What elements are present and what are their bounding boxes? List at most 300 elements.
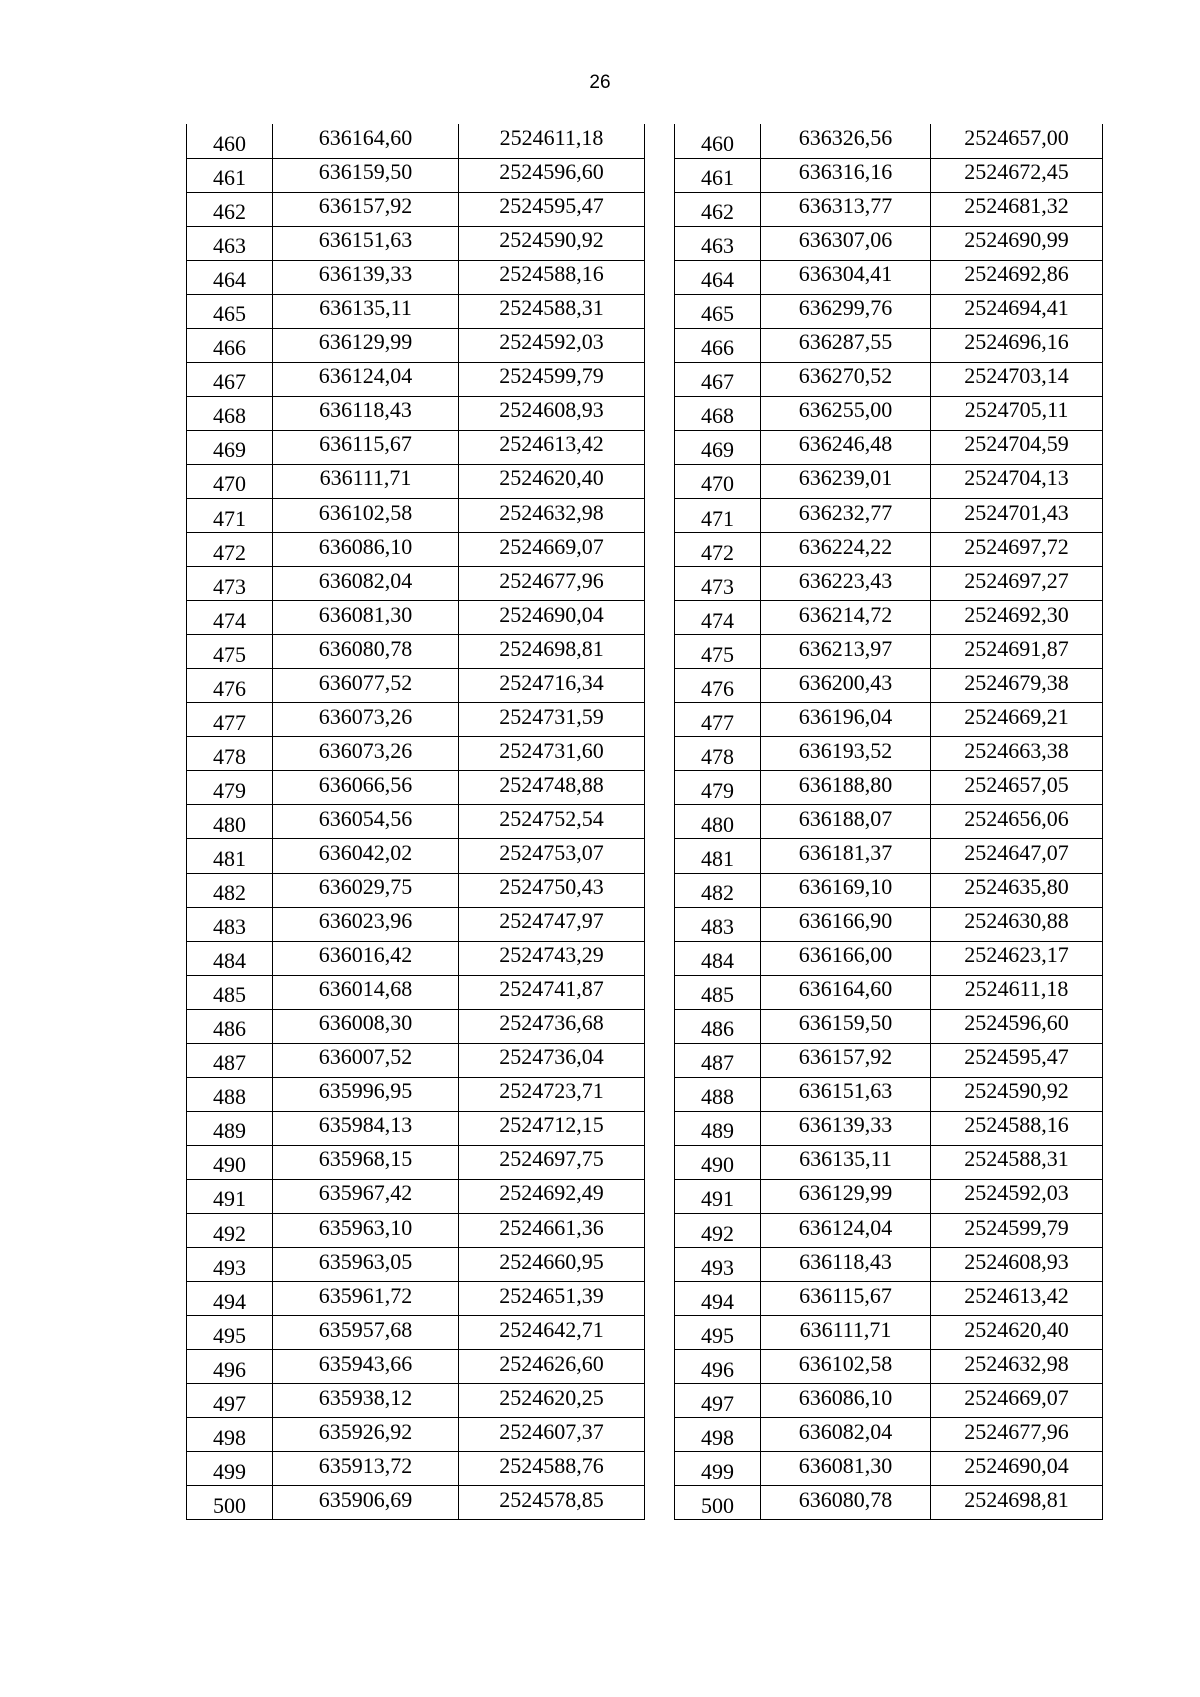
x-coordinate-cell: 636193,52: [761, 737, 931, 771]
y-coordinate-cell: 2524696,16: [931, 328, 1103, 362]
table-row: [187, 533, 645, 567]
table-row: [675, 430, 1103, 464]
x-coordinate-cell: 636166,90: [761, 907, 931, 941]
point-number-cell: 492: [187, 1214, 273, 1248]
x-coordinate-cell: 636313,77: [761, 192, 931, 226]
table-row: [675, 124, 1103, 158]
point-number-cell: 481: [187, 839, 273, 873]
point-number-cell: 463: [187, 226, 273, 260]
y-coordinate-cell: 2524620,25: [459, 1384, 645, 1418]
y-coordinate-cell: 2524703,14: [931, 362, 1103, 396]
table-row: [187, 1418, 645, 1452]
table-row: [675, 975, 1103, 1009]
table-row: [187, 1350, 645, 1384]
table-row: [187, 226, 645, 260]
table-row: [187, 601, 645, 635]
y-coordinate-cell: 2524752,54: [459, 805, 645, 839]
y-coordinate-cell: 2524657,05: [931, 771, 1103, 805]
x-coordinate-cell: 635913,72: [273, 1452, 459, 1486]
point-number-cell: 490: [187, 1145, 273, 1179]
table-row: [675, 1009, 1103, 1043]
x-coordinate-cell: 636246,48: [761, 430, 931, 464]
y-coordinate-cell: 2524690,04: [459, 601, 645, 635]
table-row: [675, 805, 1103, 839]
point-number-cell: 500: [675, 1486, 761, 1520]
x-coordinate-cell: 636151,63: [273, 226, 459, 260]
point-number-cell: 474: [187, 601, 273, 635]
table-row: [675, 1452, 1103, 1486]
point-number-cell: 462: [187, 192, 273, 226]
table-row: [675, 1350, 1103, 1384]
table-row: [187, 839, 645, 873]
table-row: [187, 192, 645, 226]
point-number-cell: 465: [675, 294, 761, 328]
y-coordinate-cell: 2524595,47: [459, 192, 645, 226]
point-number-cell: 472: [187, 533, 273, 567]
y-coordinate-cell: 2524705,11: [931, 396, 1103, 430]
table-row: [675, 941, 1103, 975]
point-number-cell: 486: [187, 1009, 273, 1043]
table-row: [187, 158, 645, 192]
x-coordinate-cell: 636115,67: [761, 1282, 931, 1316]
y-coordinate-cell: 2524672,45: [931, 158, 1103, 192]
y-coordinate-cell: 2524626,60: [459, 1350, 645, 1384]
table-row: [675, 1384, 1103, 1418]
table-row: [187, 328, 645, 362]
point-number-cell: 465: [187, 294, 273, 328]
x-coordinate-cell: 636224,22: [761, 533, 931, 567]
table-row: [675, 839, 1103, 873]
point-number-cell: 462: [675, 192, 761, 226]
table-row: [675, 1486, 1103, 1520]
y-coordinate-cell: 2524596,60: [931, 1009, 1103, 1043]
point-number-cell: 482: [675, 873, 761, 907]
point-number-cell: 479: [187, 771, 273, 805]
point-number-cell: 473: [187, 567, 273, 601]
x-coordinate-cell: 636232,77: [761, 499, 931, 533]
point-number-cell: 483: [187, 907, 273, 941]
table-row: [187, 737, 645, 771]
point-number-cell: 498: [187, 1418, 273, 1452]
point-number-cell: 489: [675, 1111, 761, 1145]
x-coordinate-cell: 636139,33: [761, 1111, 931, 1145]
table-row: [187, 635, 645, 669]
x-coordinate-cell: 636102,58: [761, 1350, 931, 1384]
x-coordinate-cell: 635968,15: [273, 1145, 459, 1179]
y-coordinate-cell: 2524690,99: [931, 226, 1103, 260]
point-number-cell: 491: [675, 1179, 761, 1213]
point-number-cell: 468: [187, 396, 273, 430]
y-coordinate-cell: 2524692,49: [459, 1179, 645, 1213]
coordinates-table-right: [674, 124, 1103, 1520]
x-coordinate-cell: 636080,78: [761, 1486, 931, 1520]
table-row: [675, 601, 1103, 635]
x-coordinate-cell: 636169,10: [761, 873, 931, 907]
y-coordinate-cell: 2524656,06: [931, 805, 1103, 839]
x-coordinate-cell: 636118,43: [273, 396, 459, 430]
y-coordinate-cell: 2524620,40: [931, 1316, 1103, 1350]
x-coordinate-cell: 636200,43: [761, 669, 931, 703]
x-coordinate-cell: 636124,04: [273, 362, 459, 396]
point-number-cell: 464: [187, 260, 273, 294]
table-row: [187, 873, 645, 907]
y-coordinate-cell: 2524736,04: [459, 1043, 645, 1077]
point-number-cell: 492: [675, 1214, 761, 1248]
point-number-cell: 496: [675, 1350, 761, 1384]
y-coordinate-cell: 2524681,32: [931, 192, 1103, 226]
table-row: [187, 771, 645, 805]
table-row: [187, 669, 645, 703]
y-coordinate-cell: 2524642,71: [459, 1316, 645, 1350]
x-coordinate-cell: 636077,52: [273, 669, 459, 703]
y-coordinate-cell: 2524657,00: [931, 124, 1103, 158]
point-number-cell: 497: [187, 1384, 273, 1418]
y-coordinate-cell: 2524613,42: [931, 1282, 1103, 1316]
x-coordinate-cell: 635957,68: [273, 1316, 459, 1350]
y-coordinate-cell: 2524698,81: [931, 1486, 1103, 1520]
table-row: [187, 805, 645, 839]
table-row: [675, 1282, 1103, 1316]
point-number-cell: 460: [187, 124, 273, 158]
table-row: [187, 567, 645, 601]
point-number-cell: 474: [675, 601, 761, 635]
point-number-cell: 470: [187, 464, 273, 498]
x-coordinate-cell: 636164,60: [761, 975, 931, 1009]
y-coordinate-cell: 2524599,79: [931, 1214, 1103, 1248]
table-row: [187, 941, 645, 975]
y-coordinate-cell: 2524661,36: [459, 1214, 645, 1248]
point-number-cell: 480: [675, 805, 761, 839]
table-row: [675, 567, 1103, 601]
x-coordinate-cell: 635906,69: [273, 1486, 459, 1520]
y-coordinate-cell: 2524697,72: [931, 533, 1103, 567]
y-coordinate-cell: 2524613,42: [459, 430, 645, 464]
y-coordinate-cell: 2524592,03: [931, 1179, 1103, 1213]
y-coordinate-cell: 2524736,68: [459, 1009, 645, 1043]
table-row: [675, 499, 1103, 533]
y-coordinate-cell: 2524578,85: [459, 1486, 645, 1520]
x-coordinate-cell: 636111,71: [761, 1316, 931, 1350]
point-number-cell: 489: [187, 1111, 273, 1145]
point-number-cell: 491: [187, 1179, 273, 1213]
y-coordinate-cell: 2524595,47: [931, 1043, 1103, 1077]
x-coordinate-cell: 636159,50: [761, 1009, 931, 1043]
point-number-cell: 466: [187, 328, 273, 362]
table-row: [675, 464, 1103, 498]
table-row: [675, 771, 1103, 805]
table-row: [675, 1145, 1103, 1179]
table-row: [187, 430, 645, 464]
x-coordinate-cell: 636151,63: [761, 1077, 931, 1111]
x-coordinate-cell: 636166,00: [761, 941, 931, 975]
x-coordinate-cell: 636188,80: [761, 771, 931, 805]
table-row: [675, 1077, 1103, 1111]
point-number-cell: 486: [675, 1009, 761, 1043]
point-number-cell: 499: [187, 1452, 273, 1486]
point-number-cell: 467: [187, 362, 273, 396]
y-coordinate-cell: 2524588,31: [459, 294, 645, 328]
x-coordinate-cell: 636054,56: [273, 805, 459, 839]
y-coordinate-cell: 2524698,81: [459, 635, 645, 669]
x-coordinate-cell: 636081,30: [761, 1452, 931, 1486]
point-number-cell: 475: [187, 635, 273, 669]
point-number-cell: 495: [187, 1316, 273, 1350]
x-coordinate-cell: 636287,55: [761, 328, 931, 362]
x-coordinate-cell: 636016,42: [273, 941, 459, 975]
x-coordinate-cell: 636196,04: [761, 703, 931, 737]
y-coordinate-cell: 2524592,03: [459, 328, 645, 362]
point-number-cell: 473: [675, 567, 761, 601]
point-number-cell: 477: [675, 703, 761, 737]
table-row: [675, 669, 1103, 703]
y-coordinate-cell: 2524690,04: [931, 1452, 1103, 1486]
table-row: [675, 260, 1103, 294]
x-coordinate-cell: 636007,52: [273, 1043, 459, 1077]
table-row: [187, 124, 645, 158]
x-coordinate-cell: 636073,26: [273, 703, 459, 737]
table-row: [187, 975, 645, 1009]
point-number-cell: 472: [675, 533, 761, 567]
table-row: [187, 1179, 645, 1213]
point-number-cell: 469: [675, 430, 761, 464]
x-coordinate-cell: 636270,52: [761, 362, 931, 396]
point-number-cell: 484: [675, 941, 761, 975]
table-row: [675, 907, 1103, 941]
y-coordinate-cell: 2524747,97: [459, 907, 645, 941]
y-coordinate-cell: 2524743,29: [459, 941, 645, 975]
point-number-cell: 464: [675, 260, 761, 294]
point-number-cell: 493: [187, 1248, 273, 1282]
y-coordinate-cell: 2524692,30: [931, 601, 1103, 635]
table-row: [187, 1452, 645, 1486]
y-coordinate-cell: 2524660,95: [459, 1248, 645, 1282]
table-row: [187, 1384, 645, 1418]
table-row: [187, 294, 645, 328]
x-coordinate-cell: 636118,43: [761, 1248, 931, 1282]
table-row: [675, 1179, 1103, 1213]
y-coordinate-cell: 2524651,39: [459, 1282, 645, 1316]
point-number-cell: 494: [675, 1282, 761, 1316]
x-coordinate-cell: 636159,50: [273, 158, 459, 192]
y-coordinate-cell: 2524697,27: [931, 567, 1103, 601]
y-coordinate-cell: 2524741,87: [459, 975, 645, 1009]
x-coordinate-cell: 636115,67: [273, 430, 459, 464]
x-coordinate-cell: 636066,56: [273, 771, 459, 805]
point-number-cell: 493: [675, 1248, 761, 1282]
table-row: [675, 737, 1103, 771]
point-number-cell: 468: [675, 396, 761, 430]
x-coordinate-cell: 636181,37: [761, 839, 931, 873]
point-number-cell: 476: [675, 669, 761, 703]
point-number-cell: 488: [675, 1077, 761, 1111]
point-number-cell: 469: [187, 430, 273, 464]
y-coordinate-cell: 2524632,98: [931, 1350, 1103, 1384]
x-coordinate-cell: 636086,10: [273, 533, 459, 567]
point-number-cell: 494: [187, 1282, 273, 1316]
x-coordinate-cell: 636081,30: [273, 601, 459, 635]
y-coordinate-cell: 2524677,96: [459, 567, 645, 601]
y-coordinate-cell: 2524599,79: [459, 362, 645, 396]
table-row: [187, 1214, 645, 1248]
y-coordinate-cell: 2524588,16: [459, 260, 645, 294]
y-coordinate-cell: 2524750,43: [459, 873, 645, 907]
x-coordinate-cell: 635926,92: [273, 1418, 459, 1452]
point-number-cell: 478: [187, 737, 273, 771]
point-number-cell: 481: [675, 839, 761, 873]
y-coordinate-cell: 2524620,40: [459, 464, 645, 498]
point-number-cell: 470: [675, 464, 761, 498]
point-number-cell: 499: [675, 1452, 761, 1486]
x-coordinate-cell: 636073,26: [273, 737, 459, 771]
y-coordinate-cell: 2524694,41: [931, 294, 1103, 328]
point-number-cell: 485: [675, 975, 761, 1009]
x-coordinate-cell: 636164,60: [273, 124, 459, 158]
y-coordinate-cell: 2524632,98: [459, 499, 645, 533]
y-coordinate-cell: 2524704,59: [931, 430, 1103, 464]
x-coordinate-cell: 636082,04: [273, 567, 459, 601]
table-row: [675, 635, 1103, 669]
table-row: [675, 328, 1103, 362]
y-coordinate-cell: 2524608,93: [459, 396, 645, 430]
point-number-cell: 471: [187, 499, 273, 533]
x-coordinate-cell: 636316,16: [761, 158, 931, 192]
point-number-cell: 485: [187, 975, 273, 1009]
point-number-cell: 488: [187, 1077, 273, 1111]
table-row: [675, 873, 1103, 907]
x-coordinate-cell: 636082,04: [761, 1418, 931, 1452]
table-row: [675, 1111, 1103, 1145]
table-row: [187, 1111, 645, 1145]
x-coordinate-cell: 635938,12: [273, 1384, 459, 1418]
y-coordinate-cell: 2524588,16: [931, 1111, 1103, 1145]
table-row: [675, 396, 1103, 430]
y-coordinate-cell: 2524712,15: [459, 1111, 645, 1145]
y-coordinate-cell: 2524692,86: [931, 260, 1103, 294]
table-row: [187, 362, 645, 396]
table-row: [187, 1145, 645, 1179]
x-coordinate-cell: 636326,56: [761, 124, 931, 158]
y-coordinate-cell: 2524630,88: [931, 907, 1103, 941]
table-row: [675, 1214, 1103, 1248]
y-coordinate-cell: 2524588,76: [459, 1452, 645, 1486]
x-coordinate-cell: 636042,02: [273, 839, 459, 873]
point-number-cell: 500: [187, 1486, 273, 1520]
point-number-cell: 484: [187, 941, 273, 975]
x-coordinate-cell: 636124,04: [761, 1214, 931, 1248]
y-coordinate-cell: 2524748,88: [459, 771, 645, 805]
point-number-cell: 477: [187, 703, 273, 737]
x-coordinate-cell: 636255,00: [761, 396, 931, 430]
x-coordinate-cell: 636157,92: [761, 1043, 931, 1077]
x-coordinate-cell: 635967,42: [273, 1179, 459, 1213]
table-row: [187, 1077, 645, 1111]
y-coordinate-cell: 2524677,96: [931, 1418, 1103, 1452]
point-number-cell: 461: [187, 158, 273, 192]
point-number-cell: 482: [187, 873, 273, 907]
point-number-cell: 461: [675, 158, 761, 192]
y-coordinate-cell: 2524608,93: [931, 1248, 1103, 1282]
y-coordinate-cell: 2524731,59: [459, 703, 645, 737]
table-row: [675, 1418, 1103, 1452]
table-row: [675, 1248, 1103, 1282]
x-coordinate-cell: 636213,97: [761, 635, 931, 669]
x-coordinate-cell: 636029,75: [273, 873, 459, 907]
point-number-cell: 498: [675, 1418, 761, 1452]
point-number-cell: 487: [675, 1043, 761, 1077]
table-row: [675, 192, 1103, 226]
point-number-cell: 479: [675, 771, 761, 805]
table-row: [187, 464, 645, 498]
point-number-cell: 495: [675, 1316, 761, 1350]
table-row: [675, 1043, 1103, 1077]
y-coordinate-cell: 2524647,07: [931, 839, 1103, 873]
y-coordinate-cell: 2524669,07: [931, 1384, 1103, 1418]
table-row: [187, 1248, 645, 1282]
x-coordinate-cell: 636102,58: [273, 499, 459, 533]
y-coordinate-cell: 2524590,92: [931, 1077, 1103, 1111]
x-coordinate-cell: 636239,01: [761, 464, 931, 498]
x-coordinate-cell: 636086,10: [761, 1384, 931, 1418]
y-coordinate-cell: 2524691,87: [931, 635, 1103, 669]
table-row: [675, 226, 1103, 260]
x-coordinate-cell: 635963,05: [273, 1248, 459, 1282]
x-coordinate-cell: 636157,92: [273, 192, 459, 226]
point-number-cell: 460: [675, 124, 761, 158]
x-coordinate-cell: 636080,78: [273, 635, 459, 669]
x-coordinate-cell: 635943,66: [273, 1350, 459, 1384]
y-coordinate-cell: 2524704,13: [931, 464, 1103, 498]
x-coordinate-cell: 636214,72: [761, 601, 931, 635]
x-coordinate-cell: 636008,30: [273, 1009, 459, 1043]
x-coordinate-cell: 635996,95: [273, 1077, 459, 1111]
table-row: [675, 1316, 1103, 1350]
x-coordinate-cell: 636139,33: [273, 260, 459, 294]
y-coordinate-cell: 2524701,43: [931, 499, 1103, 533]
point-number-cell: 463: [675, 226, 761, 260]
table-row: [187, 1486, 645, 1520]
y-coordinate-cell: 2524607,37: [459, 1418, 645, 1452]
x-coordinate-cell: 636307,06: [761, 226, 931, 260]
y-coordinate-cell: 2524635,80: [931, 873, 1103, 907]
point-number-cell: 487: [187, 1043, 273, 1077]
table-row: [187, 1282, 645, 1316]
y-coordinate-cell: 2524679,38: [931, 669, 1103, 703]
x-coordinate-cell: 636223,43: [761, 567, 931, 601]
x-coordinate-cell: 636129,99: [761, 1179, 931, 1213]
y-coordinate-cell: 2524663,38: [931, 737, 1103, 771]
y-coordinate-cell: 2524590,92: [459, 226, 645, 260]
table-row: [675, 533, 1103, 567]
point-number-cell: 471: [675, 499, 761, 533]
table-row: [187, 499, 645, 533]
y-coordinate-cell: 2524697,75: [459, 1145, 645, 1179]
y-coordinate-cell: 2524753,07: [459, 839, 645, 873]
y-coordinate-cell: 2524716,34: [459, 669, 645, 703]
page-number: 26: [589, 72, 611, 93]
x-coordinate-cell: 636135,11: [761, 1145, 931, 1179]
point-number-cell: 497: [675, 1384, 761, 1418]
point-number-cell: 478: [675, 737, 761, 771]
x-coordinate-cell: 636014,68: [273, 975, 459, 1009]
table-row: [187, 1043, 645, 1077]
point-number-cell: 480: [187, 805, 273, 839]
table-row: [187, 396, 645, 430]
point-number-cell: 475: [675, 635, 761, 669]
table-row: [187, 1009, 645, 1043]
x-coordinate-cell: 636299,76: [761, 294, 931, 328]
x-coordinate-cell: 636023,96: [273, 907, 459, 941]
x-coordinate-cell: 635963,10: [273, 1214, 459, 1248]
